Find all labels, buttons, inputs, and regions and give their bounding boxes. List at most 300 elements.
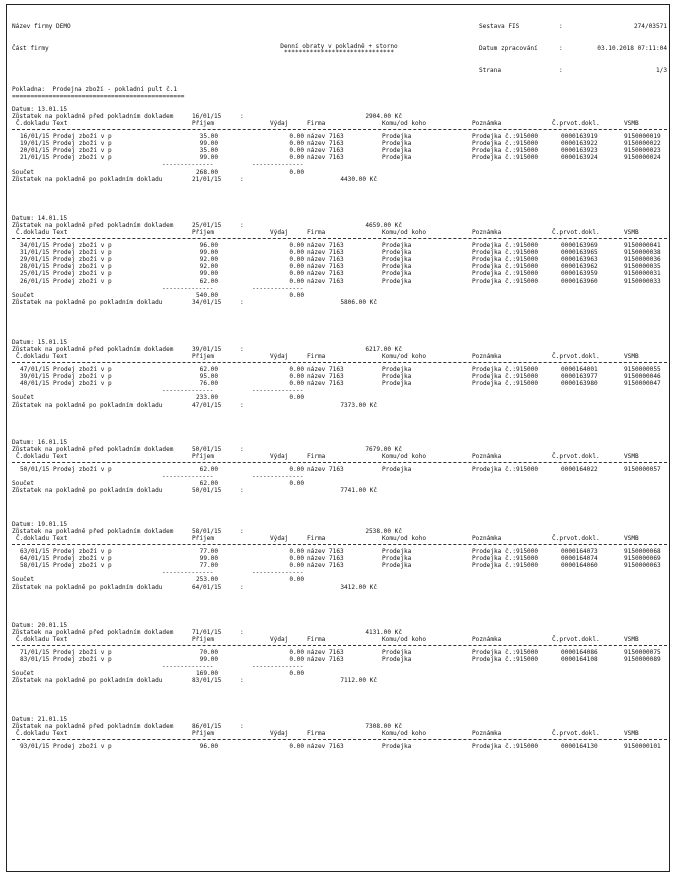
col-header-vsmb: VSMB bbox=[624, 453, 639, 461]
report-line bbox=[12, 120, 667, 127]
col-header-doc: Č.dokladu Text bbox=[16, 120, 68, 128]
row-note: Prodejka č.:915000 bbox=[472, 132, 539, 140]
row-firm: název 7163 bbox=[307, 255, 344, 263]
row-income: 99.00 bbox=[199, 655, 218, 663]
row-vsmb: 9150000057 bbox=[624, 465, 661, 473]
col-header-doc: Č.dokladu Text bbox=[16, 730, 68, 738]
balance-after-label: Zůstatek na pokladně po pokladním dokladu bbox=[12, 299, 163, 307]
col-header-doc: Č.dokladu Text bbox=[16, 535, 68, 543]
row-income: 99.00 bbox=[199, 270, 218, 278]
table-row bbox=[12, 270, 667, 277]
day-section bbox=[12, 339, 667, 409]
table-row bbox=[12, 380, 667, 387]
report-line bbox=[12, 299, 667, 306]
row-doc: 34/01/15 Prodej zboží v p bbox=[20, 241, 112, 249]
balance-before-amount: 7679.00 Kč bbox=[365, 446, 402, 454]
row-doc: 71/01/15 Prodej zboží v p bbox=[20, 648, 112, 656]
row-note: Prodejka č.:915000 bbox=[472, 648, 539, 656]
sum-expense: 0.00 bbox=[289, 670, 304, 678]
row-prvot: 0000163924 bbox=[561, 154, 598, 162]
col-header-doc: Č.dokladu Text bbox=[16, 453, 68, 461]
col-header-prvot: Č.prvot.dokl. bbox=[552, 353, 600, 361]
sum-expense: 0.00 bbox=[289, 479, 304, 487]
row-whom: Prodejka bbox=[382, 554, 412, 562]
sum-rule-expense: -------------- bbox=[252, 662, 304, 670]
balance-after-doc: 34/01/15 bbox=[192, 299, 222, 307]
row-expense: 0.00 bbox=[289, 648, 304, 656]
row-income: 76.00 bbox=[199, 379, 218, 387]
col-header-expense: Výdaj bbox=[270, 636, 289, 644]
row-doc: 63/01/15 Prodej zboží v p bbox=[20, 547, 112, 555]
row-doc: 29/01/15 Prodej zboží v p bbox=[20, 255, 112, 263]
row-prvot: 0000163919 bbox=[561, 132, 598, 140]
balance-before-amount: 4131.00 Kč bbox=[365, 629, 402, 637]
sum-income: 253.00 bbox=[195, 576, 218, 584]
report-line bbox=[12, 229, 667, 236]
balance-before-label: Zůstatek na pokladně před pokladním dokladem bbox=[12, 629, 174, 637]
row-firm: název 7163 bbox=[307, 554, 344, 562]
row-whom: Prodejka bbox=[382, 139, 412, 147]
col-header-whom: Komu/od koho bbox=[382, 453, 427, 461]
cash-register-name: Pokladna: Prodejna zboží - pokladní pult č.1 bbox=[12, 86, 178, 93]
table-row bbox=[12, 278, 667, 285]
row-income: 35.00 bbox=[199, 146, 218, 154]
sum-rule-expense: -------------- bbox=[252, 284, 304, 292]
row-whom: Prodejka bbox=[382, 547, 412, 555]
sum-rule-expense: -------------- bbox=[252, 569, 304, 577]
sum-rule-expense: -------------- bbox=[252, 161, 304, 169]
col-header-whom: Komu/od koho bbox=[382, 636, 427, 644]
balance-before-amount: 6217.00 Kč bbox=[365, 346, 402, 354]
colon: : bbox=[240, 175, 244, 183]
row-expense: 0.00 bbox=[289, 255, 304, 263]
report-line bbox=[12, 292, 667, 299]
row-whom: Prodejka bbox=[382, 561, 412, 569]
row-expense: 0.00 bbox=[289, 742, 304, 750]
report-line bbox=[12, 569, 667, 576]
row-prvot: 0000163963 bbox=[561, 255, 598, 263]
row-note: Prodejka č.:915000 bbox=[472, 561, 539, 569]
table-row bbox=[12, 373, 667, 380]
col-header-doc: Č.dokladu Text bbox=[16, 229, 68, 237]
report-line bbox=[12, 576, 667, 583]
table-row bbox=[12, 140, 667, 147]
colon: : bbox=[240, 528, 244, 536]
report-line bbox=[12, 453, 667, 460]
balance-after-label: Zůstatek na pokladně po pokladním dokladu bbox=[12, 175, 163, 183]
header-rule bbox=[12, 129, 667, 130]
col-header-income: Příjem bbox=[192, 730, 215, 738]
day-date: Datum: 15.01.15 bbox=[12, 339, 68, 346]
sum-rule-income: -------------- bbox=[162, 472, 214, 480]
col-header-whom: Komu/od koho bbox=[382, 535, 427, 543]
page-row bbox=[479, 67, 669, 74]
report-line bbox=[12, 730, 667, 737]
row-prvot: 0000164022 bbox=[561, 465, 598, 473]
row-vsmb: 9150000063 bbox=[624, 561, 661, 569]
row-doc: 31/01/15 Prodej zboží v p bbox=[20, 248, 112, 256]
row-prvot: 0000163977 bbox=[561, 372, 598, 380]
row-expense: 0.00 bbox=[289, 372, 304, 380]
row-whom: Prodejka bbox=[382, 655, 412, 663]
col-header-note: Poznámka bbox=[472, 120, 502, 128]
report-line bbox=[12, 487, 667, 494]
balance-before-amount: 2904.00 Kč bbox=[365, 113, 402, 121]
colon: : bbox=[559, 45, 563, 53]
report-line bbox=[12, 169, 667, 176]
sum-label: Součet bbox=[12, 291, 35, 299]
row-prvot: 0000164060 bbox=[561, 561, 598, 569]
row-note: Prodejka č.:915000 bbox=[472, 154, 539, 162]
row-doc: 47/01/15 Prodej zboží v p bbox=[20, 365, 112, 373]
sum-rule-income: -------------- bbox=[162, 161, 214, 169]
report-line bbox=[12, 677, 667, 684]
colon: : bbox=[240, 299, 244, 307]
sum-label: Součet bbox=[12, 479, 35, 487]
balance-after-label: Zůstatek na pokladně po pokladním dokladu bbox=[12, 487, 163, 495]
report-line bbox=[12, 473, 667, 480]
row-income: 95.00 bbox=[199, 372, 218, 380]
row-note: Prodejka č.:915000 bbox=[472, 255, 539, 263]
header-rule bbox=[12, 739, 667, 740]
row-vsmb: 9150000035 bbox=[624, 263, 661, 271]
report-line bbox=[12, 636, 667, 643]
balance-after-doc: 50/01/15 bbox=[192, 487, 222, 495]
row-prvot: 0000163965 bbox=[561, 248, 598, 256]
company-part: Část firmy bbox=[12, 45, 49, 53]
sum-income: 233.00 bbox=[195, 394, 218, 402]
report-line bbox=[12, 161, 667, 168]
col-header-whom: Komu/od koho bbox=[382, 120, 427, 128]
table-row bbox=[12, 743, 667, 750]
company-name: Název firmy DEMO bbox=[12, 23, 71, 31]
day-date: Datum: 14.01.15 bbox=[12, 215, 68, 222]
row-vsmb: 9150000019 bbox=[624, 132, 661, 140]
row-doc: 19/01/15 Prodej zboží v p bbox=[20, 139, 112, 147]
col-header-income: Příjem bbox=[192, 353, 215, 361]
row-expense: 0.00 bbox=[289, 379, 304, 387]
col-header-income: Příjem bbox=[192, 636, 215, 644]
colon: : bbox=[240, 113, 244, 121]
row-expense: 0.00 bbox=[289, 270, 304, 278]
sum-income: 169.00 bbox=[195, 670, 218, 678]
day-section bbox=[12, 521, 667, 591]
col-header-income: Příjem bbox=[192, 453, 215, 461]
row-doc: 40/01/15 Prodej zboží v p bbox=[20, 379, 112, 387]
report-line bbox=[12, 663, 667, 670]
col-header-doc: Č.dokladu Text bbox=[16, 353, 68, 361]
table-row bbox=[12, 562, 667, 569]
row-note: Prodejka č.:915000 bbox=[472, 365, 539, 373]
row-firm: název 7163 bbox=[307, 648, 344, 656]
balance-after-amount: 7741.00 Kč bbox=[340, 487, 377, 495]
row-expense: 0.00 bbox=[289, 465, 304, 473]
row-prvot: 0000164086 bbox=[561, 648, 598, 656]
colon: : bbox=[240, 401, 244, 409]
balance-before-label: Zůstatek na pokladně před pokladním dokladem bbox=[12, 113, 174, 121]
report-line bbox=[12, 535, 667, 542]
col-header-firm: Firma bbox=[307, 453, 326, 461]
header-rule bbox=[12, 544, 667, 545]
row-firm: název 7163 bbox=[307, 146, 344, 154]
col-header-vsmb: VSMB bbox=[624, 636, 639, 644]
row-prvot: 0000164074 bbox=[561, 554, 598, 562]
colon: : bbox=[559, 23, 563, 31]
processed-label: Datum zpracování bbox=[479, 45, 538, 53]
row-vsmb: 9150000036 bbox=[624, 255, 661, 263]
row-doc: 20/01/15 Prodej zboží v p bbox=[20, 146, 112, 154]
day-section bbox=[12, 106, 667, 183]
row-prvot: 0000164073 bbox=[561, 547, 598, 555]
row-note: Prodejka č.:915000 bbox=[472, 146, 539, 154]
header-rule bbox=[12, 362, 667, 363]
col-header-note: Poznámka bbox=[472, 453, 502, 461]
col-header-vsmb: VSMB bbox=[624, 120, 639, 128]
day-date: Datum: 20.01.15 bbox=[12, 622, 68, 629]
row-note: Prodejka č.:915000 bbox=[472, 372, 539, 380]
row-income: 99.00 bbox=[199, 154, 218, 162]
report-title: Denní obraty v pokladně + storno bbox=[280, 43, 398, 50]
row-expense: 0.00 bbox=[289, 241, 304, 249]
col-header-note: Poznámka bbox=[472, 353, 502, 361]
balance-after-label: Zůstatek na pokladně po pokladním dokladu bbox=[12, 401, 163, 409]
sum-rule-income: -------------- bbox=[162, 284, 214, 292]
row-note: Prodejka č.:915000 bbox=[472, 248, 539, 256]
day-section bbox=[12, 215, 667, 306]
row-income: 96.00 bbox=[199, 241, 218, 249]
row-vsmb: 9150000089 bbox=[624, 655, 661, 663]
table-row bbox=[12, 656, 667, 663]
day-section bbox=[12, 622, 667, 685]
row-doc: 58/01/15 Prodej zboží v p bbox=[20, 561, 112, 569]
sum-income: 62.00 bbox=[199, 479, 218, 487]
balance-before-doc: 50/01/15 bbox=[192, 446, 222, 454]
row-note: Prodejka č.:915000 bbox=[472, 379, 539, 387]
row-vsmb: 9150000075 bbox=[624, 648, 661, 656]
row-firm: název 7163 bbox=[307, 154, 344, 162]
row-note: Prodejka č.:915000 bbox=[472, 742, 539, 750]
row-note: Prodejka č.:915000 bbox=[472, 139, 539, 147]
col-header-prvot: Č.prvot.dokl. bbox=[552, 535, 600, 543]
row-whom: Prodejka bbox=[382, 465, 412, 473]
table-row bbox=[12, 466, 667, 473]
row-firm: název 7163 bbox=[307, 139, 344, 147]
col-header-expense: Výdaj bbox=[270, 730, 289, 738]
row-whom: Prodejka bbox=[382, 365, 412, 373]
table-row bbox=[12, 366, 667, 373]
row-whom: Prodejka bbox=[382, 742, 412, 750]
row-whom: Prodejka bbox=[382, 270, 412, 278]
balance-before-amount: 2538.00 Kč bbox=[365, 528, 402, 536]
col-header-note: Poznámka bbox=[472, 636, 502, 644]
sum-rule-income: -------------- bbox=[162, 387, 214, 395]
row-expense: 0.00 bbox=[289, 146, 304, 154]
balance-after-doc: 64/01/15 bbox=[192, 583, 222, 591]
row-firm: název 7163 bbox=[307, 270, 344, 278]
table-row bbox=[12, 154, 667, 161]
col-header-doc: Č.dokladu Text bbox=[16, 636, 68, 644]
row-doc: 25/01/15 Prodej zboží v p bbox=[20, 270, 112, 278]
colon: : bbox=[240, 583, 244, 591]
colon: : bbox=[240, 677, 244, 685]
row-note: Prodejka č.:915000 bbox=[472, 554, 539, 562]
row-vsmb: 9150000024 bbox=[624, 154, 661, 162]
row-doc: 50/01/15 Prodej zboží v p bbox=[20, 465, 112, 473]
row-whom: Prodejka bbox=[382, 248, 412, 256]
table-row bbox=[12, 242, 667, 249]
row-income: 70.00 bbox=[199, 648, 218, 656]
row-firm: název 7163 bbox=[307, 379, 344, 387]
row-doc: 39/01/15 Prodej zboží v p bbox=[20, 372, 112, 380]
row-expense: 0.00 bbox=[289, 263, 304, 271]
col-header-vsmb: VSMB bbox=[624, 353, 639, 361]
col-header-firm: Firma bbox=[307, 353, 326, 361]
row-note: Prodejka č.:915000 bbox=[472, 655, 539, 663]
day-date: Datum: 19.01.15 bbox=[12, 521, 68, 528]
sum-rule-income: -------------- bbox=[162, 569, 214, 577]
row-income: 92.00 bbox=[199, 263, 218, 271]
row-firm: název 7163 bbox=[307, 561, 344, 569]
day-date: Datum: 21.01.15 bbox=[12, 716, 68, 723]
row-whom: Prodejka bbox=[382, 241, 412, 249]
report-line bbox=[12, 353, 667, 360]
row-doc: 16/01/15 Prodej zboží v p bbox=[20, 132, 112, 140]
row-vsmb: 9150000069 bbox=[624, 554, 661, 562]
row-income: 77.00 bbox=[199, 561, 218, 569]
col-header-firm: Firma bbox=[307, 120, 326, 128]
row-doc: 83/01/15 Prodej zboží v p bbox=[20, 655, 112, 663]
sum-income: 268.00 bbox=[195, 168, 218, 176]
cash-register-underline: =============================================== bbox=[12, 93, 185, 100]
balance-after-amount: 7373.00 Kč bbox=[340, 401, 377, 409]
row-vsmb: 9150000041 bbox=[624, 241, 661, 249]
sum-rule-income: -------------- bbox=[162, 662, 214, 670]
sum-label: Součet bbox=[12, 576, 35, 584]
sum-label: Součet bbox=[12, 670, 35, 678]
row-income: 35.00 bbox=[199, 132, 218, 140]
header-rule bbox=[12, 238, 667, 239]
col-header-income: Příjem bbox=[192, 535, 215, 543]
balance-before-label: Zůstatek na pokladně před pokladním dokladem bbox=[12, 346, 174, 354]
row-vsmb: 9150000068 bbox=[624, 547, 661, 555]
col-header-firm: Firma bbox=[307, 535, 326, 543]
col-header-note: Poznámka bbox=[472, 730, 502, 738]
col-header-prvot: Č.prvot.dokl. bbox=[552, 636, 600, 644]
col-header-expense: Výdaj bbox=[270, 120, 289, 128]
balance-before-label: Zůstatek na pokladně před pokladním dokladem bbox=[12, 723, 174, 731]
day-date: Datum: 13.01.15 bbox=[12, 106, 68, 113]
row-prvot: 0000163969 bbox=[561, 241, 598, 249]
colon: : bbox=[240, 487, 244, 495]
row-whom: Prodejka bbox=[382, 263, 412, 271]
balance-after-doc: 83/01/15 bbox=[192, 677, 222, 685]
sum-expense: 0.00 bbox=[289, 168, 304, 176]
row-expense: 0.00 bbox=[289, 248, 304, 256]
balance-after-amount: 7112.00 Kč bbox=[340, 677, 377, 685]
row-firm: název 7163 bbox=[307, 465, 344, 473]
row-vsmb: 9150000038 bbox=[624, 248, 661, 256]
row-firm: název 7163 bbox=[307, 277, 344, 285]
report-line bbox=[12, 584, 667, 591]
row-income: 62.00 bbox=[199, 365, 218, 373]
sum-rule-expense: -------------- bbox=[252, 472, 304, 480]
report-id-row bbox=[479, 23, 669, 30]
row-prvot: 0000164130 bbox=[561, 742, 598, 750]
table-row bbox=[12, 249, 667, 256]
report-line bbox=[12, 394, 667, 401]
table-row bbox=[12, 133, 667, 140]
row-whom: Prodejka bbox=[382, 154, 412, 162]
row-expense: 0.00 bbox=[289, 365, 304, 373]
balance-before-doc: 39/01/15 bbox=[192, 346, 222, 354]
report-line bbox=[12, 402, 667, 409]
table-row bbox=[12, 555, 667, 562]
row-whom: Prodejka bbox=[382, 255, 412, 263]
row-whom: Prodejka bbox=[382, 372, 412, 380]
balance-after-doc: 47/01/15 bbox=[192, 401, 222, 409]
sum-expense: 0.00 bbox=[289, 394, 304, 402]
col-header-prvot: Č.prvot.dokl. bbox=[552, 229, 600, 237]
row-doc: 64/01/15 Prodej zboží v p bbox=[20, 554, 112, 562]
table-row bbox=[12, 649, 667, 656]
row-doc: 28/01/15 Prodej zboží v p bbox=[20, 263, 112, 271]
row-note: Prodejka č.:915000 bbox=[472, 465, 539, 473]
report-value: 274/03571 bbox=[633, 23, 667, 31]
balance-after-label: Zůstatek na pokladně po pokladním dokladu bbox=[12, 583, 163, 591]
row-income: 77.00 bbox=[199, 547, 218, 555]
col-header-prvot: Č.prvot.dokl. bbox=[552, 120, 600, 128]
row-expense: 0.00 bbox=[289, 154, 304, 162]
row-firm: název 7163 bbox=[307, 547, 344, 555]
col-header-note: Poznámka bbox=[472, 535, 502, 543]
day-date: Datum: 16.01.15 bbox=[12, 439, 68, 446]
report-line bbox=[12, 387, 667, 394]
row-firm: název 7163 bbox=[307, 655, 344, 663]
col-header-whom: Komu/od koho bbox=[382, 730, 427, 738]
colon: : bbox=[240, 346, 244, 354]
row-firm: název 7163 bbox=[307, 372, 344, 380]
col-header-expense: Výdaj bbox=[270, 353, 289, 361]
row-vsmb: 9150000046 bbox=[624, 372, 661, 380]
row-note: Prodejka č.:915000 bbox=[472, 241, 539, 249]
row-expense: 0.00 bbox=[289, 561, 304, 569]
row-firm: název 7163 bbox=[307, 742, 344, 750]
row-whom: Prodejka bbox=[382, 132, 412, 140]
balance-after-amount: 3412.00 Kč bbox=[340, 583, 377, 591]
row-vsmb: 9150000047 bbox=[624, 379, 661, 387]
balance-before-doc: 25/01/15 bbox=[192, 222, 222, 230]
col-header-income: Příjem bbox=[192, 120, 215, 128]
colon: : bbox=[240, 222, 244, 230]
col-header-expense: Výdaj bbox=[270, 535, 289, 543]
sum-label: Součet bbox=[12, 394, 35, 402]
sum-rule-expense: -------------- bbox=[252, 387, 304, 395]
row-prvot: 0000163959 bbox=[561, 270, 598, 278]
balance-after-doc: 21/01/15 bbox=[192, 175, 222, 183]
row-vsmb: 9150000055 bbox=[624, 365, 661, 373]
row-prvot: 0000163922 bbox=[561, 139, 598, 147]
col-header-whom: Komu/od koho bbox=[382, 229, 427, 237]
row-prvot: 0000163962 bbox=[561, 263, 598, 271]
balance-before-doc: 16/01/15 bbox=[192, 113, 222, 121]
row-prvot: 0000164001 bbox=[561, 365, 598, 373]
row-firm: název 7163 bbox=[307, 132, 344, 140]
col-header-firm: Firma bbox=[307, 636, 326, 644]
row-note: Prodejka č.:915000 bbox=[472, 270, 539, 278]
row-expense: 0.00 bbox=[289, 655, 304, 663]
col-header-vsmb: VSMB bbox=[624, 535, 639, 543]
company-header bbox=[12, 9, 71, 67]
